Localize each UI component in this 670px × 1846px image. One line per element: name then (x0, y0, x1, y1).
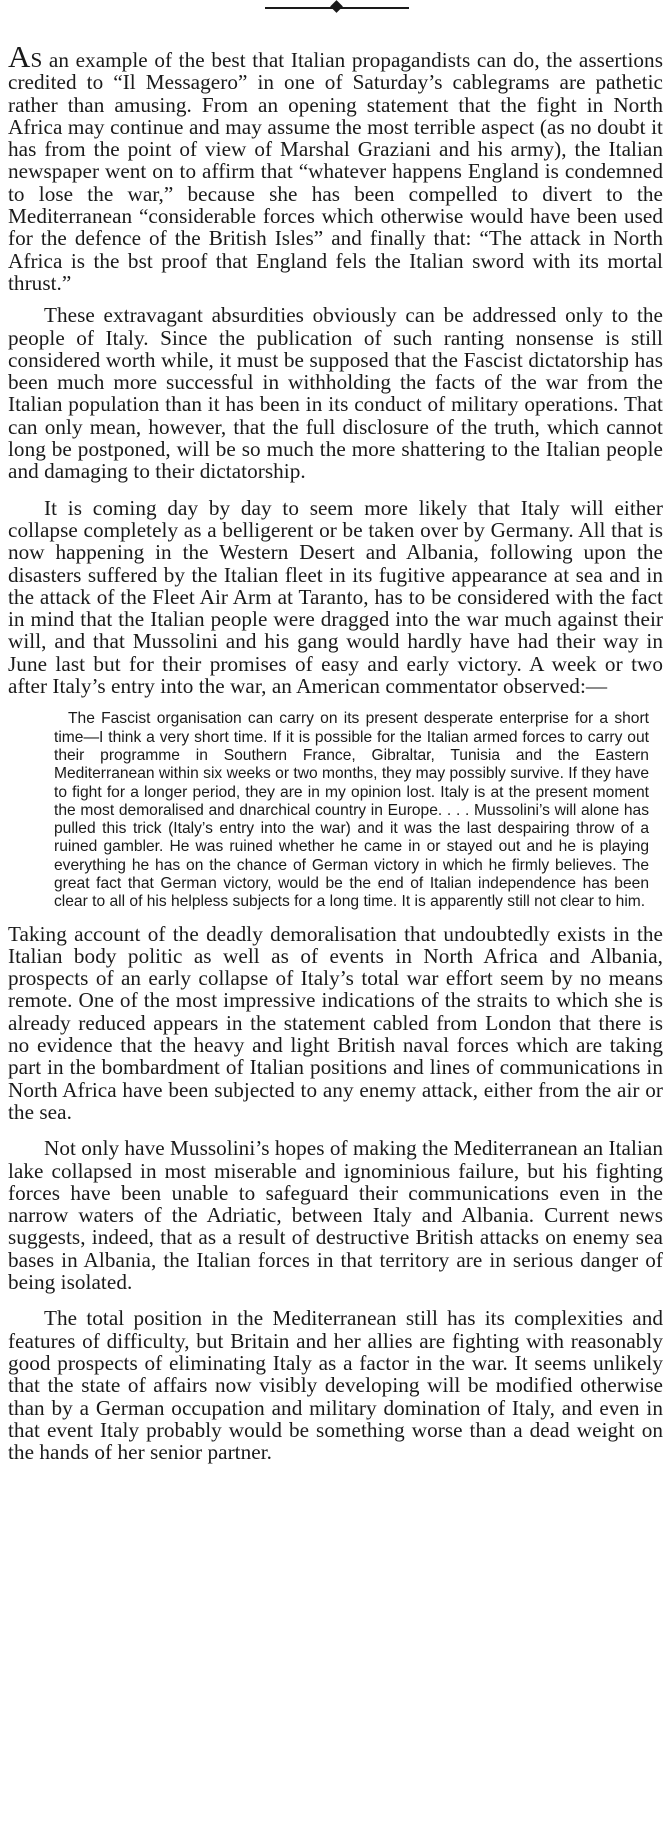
article-paragraph-4: Taking account of the deadly demoralisation that undoubtedly exists in the Italian body politic as well as of events in North Africa and Albania, prospects of an early collapse of Italy’s total war effort seem by no means remote. One of the most impressive indications of the straits to which she is already reduced appears in the statement cabled from London that there is no evidence that the heavy and light British naval forces which are taking part in the bombardment of Italian positions and lines of communications in North Africa have been subjected to any enemy attack, either from the air or the sea. (8, 921, 663, 1124)
article-paragraph-1 (8, 39, 663, 295)
quotation-text: The Fascist organisation can carry on its present desperate enterprise for a short time—I think a very short time. If it is possible for the Italian armed forces to carry out their programme in Southern France, Gibraltar, Tunisia and the Eastern Mediterranean within six weeks or two months, they may possibly survive. If they have to fight for a longer period, they are in my opinion lost. Italy is at the present moment the most demoralised and dnarchical country in Europe. . . . Mussolini’s will alone has pulled this trick (Italy’s entry into the war) and it was the last despairing throw of a ruined gambler. He was ruined whether he came in or stayed out and he is playing everything he has on the chance of German victory in which he firmly believes. The great fact that German victory, would be the end of Italian independence has been clear to all of his helpless subjects for a long time. It is apparently still not clear to him. (54, 710, 649, 911)
article-paragraph-2: These extravagant absurdities obviously can be addressed only to the people of Italy. Since the publication of such ranting nonsense is still considered worth while, it must be supposed that the Fascist dictatorship has been much more successful in withholding the facts of the war from the Italian population than it has been in its conduct of military operations. That can only mean, however, that the full disclosure of the truth, which cannot long be postponed, will be so much the more shattering to the Italian people and damaging to their dictatorship. (8, 303, 663, 484)
article-paragraph-3: It is coming day by day to seem more likely that Italy will either collapse completely as a belligerent or be taken over by Germany. All that is now happening in the Western Desert and Albania, following upon the disasters suffered by the Italian fleet in its fugitive appearance at sea and in the attack of the Fleet Air Arm at Taranto, has to be considered with the fact in mind that the Italian people were dragged into the war much against their will, and that Mussolini and his gang would hardly have had their way in June last but for their promises of easy and early victory. A week or two after Italy’s entry into the war, an American commentator observed:— (8, 495, 663, 699)
ornamental-rule (8, 0, 663, 18)
newspaper-column (8, 0, 663, 1463)
article-paragraph-6: The total position in the Mediterranean still has its complexities and features of difficulty, but Britain and her allies are fighting with reasonably good prospects of eliminating Italy as a factor in the war. It seems unlikely that the state of affairs now visibly developing will be modified otherwise than by a German occupation and military domination of Italy, and even in that event Italy probably would be something worse than a dead weight on the hands of her senior partner. (8, 1306, 663, 1465)
drop-cap: A (8, 39, 31, 74)
block-quotation (54, 710, 649, 911)
diamond-ornament-icon (330, 0, 343, 13)
article-paragraph-5: Not only have Mussolini’s hopes of making the Mediterranean an Italian lake collapsed in most miserable and ignominious failure, but his fighting forces have been unable to safeguard their communications even in the narrow waters of the Adriatic, between Italy and Albania. Current news suggests, indeed, that as a result of destructive British attacks on enemy sea bases in Albania, the Italian forces in that territory are in serious danger of being isolated. (8, 1136, 663, 1295)
paragraph-1-text: S an example of the best that Italian propagandists can do, the assertions credited to “Il Messagero” in one of Saturday’s cablegrams are pathetic rather than amusing. From an opening statement that the fight in North Africa may continue and may assume the most terrible aspect (as no doubt it has from the point of view of Marshal Graziani and his army), the Italian newspaper went on to affirm that “whatever happens England is condemned to lose the war,” because she has been compelled to divert to the Mediterranean “considerable forces which otherwise would have been used for the defence of the British Isles” and finally that: “The attack in North Africa is the bst proof that England fels the Italian sword with its mortal thrust.” (8, 48, 663, 295)
